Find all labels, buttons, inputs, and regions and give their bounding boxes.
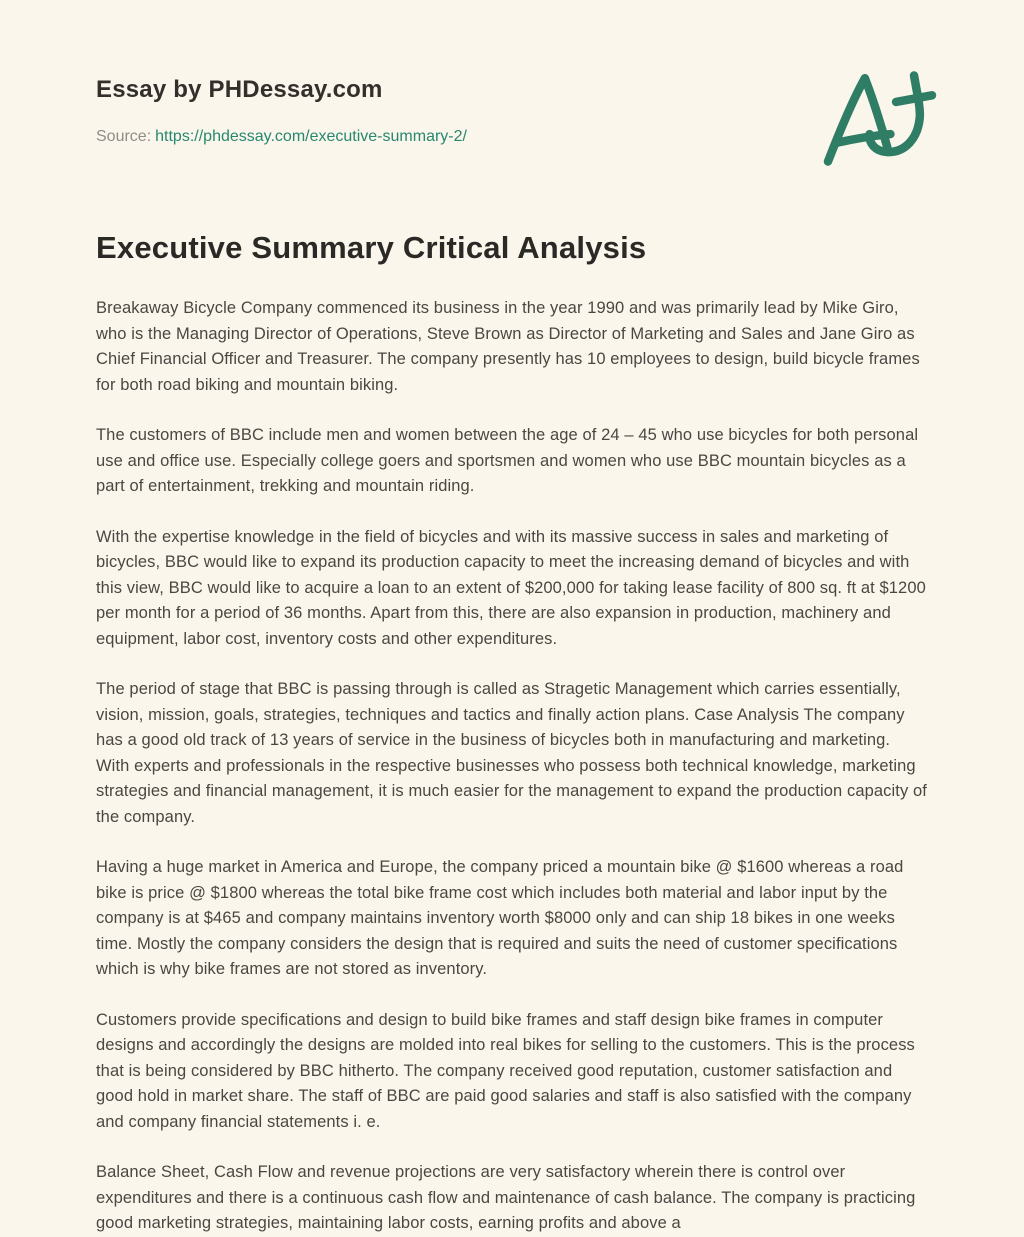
essay-paragraph: The period of stage that BBC is passing through is called as Stragetic Management which carries essentially, vision, mission, goals, strategies, techniques and tactics and finally action plans. Case Analysis The company has a good old track of 13 years of service in the business of bicycles both in manufacturing and marketing. With experts and professionals in the respective businesses who possess both technical knowledge, marketing strategies and financial management, it is much easier for the management to expand the production capacity of the company.	[96, 680, 927, 826]
essay-paragraph: Balance Sheet, Cash Flow and revenue projections are very satisfactory wherein there is control over expenditures and there is a continuous cash flow and maintenance of cash balance. The company is practicing good marketing strategies, maintaining labor costs, earning profits and above a	[96, 1163, 916, 1232]
essay-paragraph: Customers provide specifications and design to build bike frames and staff design bike frames in computer designs and accordingly the designs are molded into real bikes for selling to the customers. This is the process that is being considered by BBC hitherto. The company received good reputation, customer satisfaction and good hold in market share. The staff of BBC are paid good salaries and staff is also satisfied with the company and company financial statements i. e.	[96, 1010, 915, 1131]
page-header	[96, 76, 928, 146]
source-label: Source:	[96, 128, 152, 145]
essay-by-heading: Essay by PHDessay.com	[96, 76, 383, 103]
essay-paragraph: Breakaway Bicycle Company commenced its business in the year 1990 and was primarily lead by Mike Giro, who is the Managing Director of Operations, Steve Brown as Director of Marketing and Sales and Jane Giro as Chief Financial Officer and Treasurer. The company presently has 10 employees to design, build bicycle frames for both road biking and mountain biking.	[96, 299, 920, 394]
source-line	[96, 128, 928, 146]
essay-paragraph: Having a huge market in America and Europe, the company priced a mountain bike @ $1600 whereas a road bike is price @ $1800 whereas the total bike frame cost which includes both material and labor input by the company is at $465 and company maintains inventory worth $8000 only and can ship 18 bikes in one weeks time. Mostly the company considers the design that is required and suits the need of customer specifications which is why bike frames are not stored as inventory.	[96, 858, 904, 978]
a-plus-logo-icon	[818, 66, 942, 170]
essay-paragraph: The customers of BBC include men and women between the age of 24 – 45 who use bicycles for both personal use and office use. Especially college goers and sportsmen and women who use BBC mountain bicycles as a part of entertainment, trekking and mountain riding.	[96, 426, 919, 495]
essay-body	[96, 296, 928, 1237]
page-title: Executive Summary Critical Analysis	[96, 230, 647, 265]
source-link[interactable]: https://phdessay.com/executive-summary-2/	[155, 128, 467, 145]
essay-paragraph: With the expertise knowledge in the field of bicycles and with its massive success in sales and marketing of bicycles, BBC would like to expand its production capacity to meet the increasing demand of bicycles and with this view, BBC would like to acquire a loan to an extent of $200,000 for taking lease facility of 800 sq. ft at $1200 per month for a period of 36 months. Apart from this, there are also expansion in production, machinery and equipment, labor cost, inventory costs and other expenditures.	[96, 527, 926, 648]
